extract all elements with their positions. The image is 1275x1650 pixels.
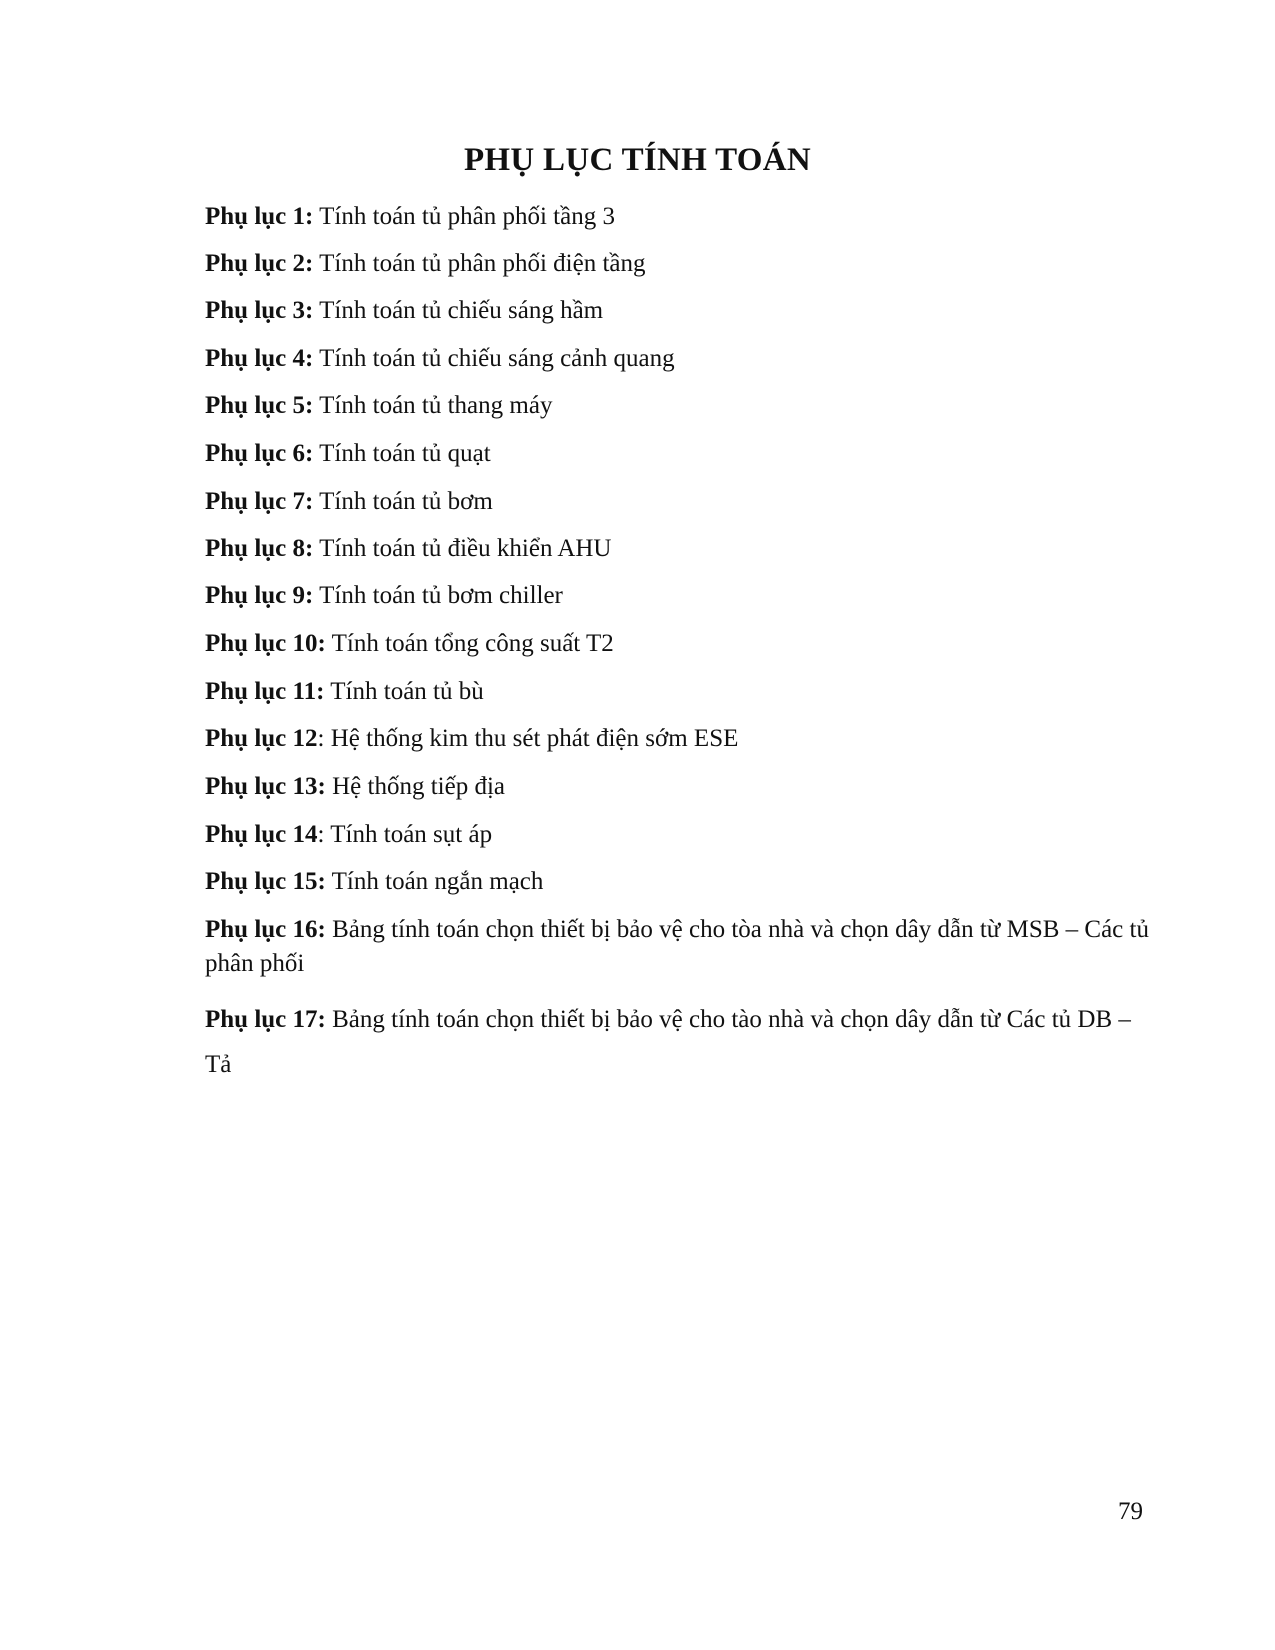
item-text: Tính toán tủ phân phối tầng 3: [313, 203, 615, 230]
item-label: Phụ lục 1: [205, 203, 306, 230]
item-label: Phụ lục 7: [205, 488, 306, 515]
item-text: Tính toán tủ bơm: [313, 488, 493, 515]
item-text: Hệ thống kim thu sét phát điện sớm ESE: [324, 725, 739, 752]
item-label: Phụ lục 12: [205, 725, 318, 752]
item-separator: :: [317, 1006, 326, 1033]
item-text: Bảng tính toán chọn thiết bị bảo vệ cho tào nhà và chọn dây dẫn từ Các tủ DB – Tả: [205, 1006, 1131, 1078]
list-item: [205, 247, 1150, 281]
item-separator: :: [317, 916, 326, 943]
item-text: Bảng tính toán chọn thiết bị bảo vệ cho tòa nhà và chọn dây dẫn từ MSB – Các tủ phân phối: [205, 916, 1149, 977]
item-text: Tính toán tủ phân phối điện tầng: [313, 250, 646, 277]
list-item: [205, 770, 1150, 804]
item-text: Tính toán tủ thang máy: [313, 392, 553, 419]
list-item: [205, 437, 1150, 471]
item-separator: :: [305, 582, 314, 609]
item-separator: :: [316, 678, 325, 705]
item-label: Phụ lục 16: [205, 916, 318, 943]
page-number: 79: [1118, 1498, 1143, 1525]
item-label: Phụ lục 6: [205, 440, 306, 467]
list-item: [205, 342, 1150, 376]
item-label: Phụ lục 14: [205, 821, 318, 848]
item-text: Tính toán sụt áp: [324, 821, 493, 848]
item-separator: :: [317, 630, 326, 657]
list-item: [205, 722, 1150, 756]
item-separator: :: [305, 488, 314, 515]
item-text: Tính toán ngắn mạch: [325, 868, 544, 895]
item-label: Phụ lục 2: [205, 250, 306, 277]
item-label: Phụ lục 10: [205, 630, 318, 657]
item-label: Phụ lục 8: [205, 535, 306, 562]
page-title: PHỤ LỤC TÍNH TOÁN: [463, 142, 812, 178]
item-text: Tính toán tổng công suất T2: [325, 630, 614, 657]
item-text: Hệ thống tiếp địa: [325, 773, 505, 800]
item-label: Phụ lục 3: [205, 297, 306, 324]
item-label: Phụ lục 17: [205, 1006, 318, 1033]
item-separator: :: [305, 535, 314, 562]
item-separator: :: [317, 868, 326, 895]
item-label: Phụ lục 15: [205, 868, 318, 895]
item-separator: :: [305, 297, 314, 324]
item-label: Phụ lục 9: [205, 582, 306, 609]
list-item: [205, 913, 1150, 981]
item-separator: :: [305, 392, 314, 419]
item-label: Phụ lục 13: [205, 773, 318, 800]
item-separator: :: [305, 345, 314, 372]
list-item: [205, 675, 1150, 709]
item-text: Tính toán tủ quạt: [313, 440, 491, 467]
list-item: [205, 627, 1150, 661]
item-separator: :: [305, 440, 314, 467]
item-label: Phụ lục 5: [205, 392, 306, 419]
list-item: [205, 865, 1150, 899]
item-label: Phụ lục 4: [205, 345, 306, 372]
item-text: Tính toán tủ chiếu sáng cảnh quang: [313, 345, 675, 372]
list-item: [205, 579, 1150, 613]
list-item: [205, 532, 1150, 566]
list-item: [205, 485, 1150, 519]
list-item: [205, 389, 1150, 423]
item-separator: :: [317, 773, 326, 800]
item-separator: :: [317, 725, 325, 752]
list-item: [205, 294, 1150, 328]
list-item: [205, 818, 1150, 852]
item-text: Tính toán tủ chiếu sáng hầm: [313, 297, 604, 324]
item-text: Tính toán tủ điều khiển AHU: [313, 535, 612, 562]
list-item: [205, 200, 1150, 234]
item-text: Tính toán tủ bơm chiller: [313, 582, 563, 609]
item-separator: :: [305, 203, 314, 230]
item-separator: :: [317, 821, 325, 848]
item-separator: :: [305, 250, 314, 277]
item-text: Tính toán tủ bù: [324, 678, 484, 705]
item-label: Phụ lục 11: [205, 678, 317, 705]
list-item: [205, 997, 1150, 1087]
